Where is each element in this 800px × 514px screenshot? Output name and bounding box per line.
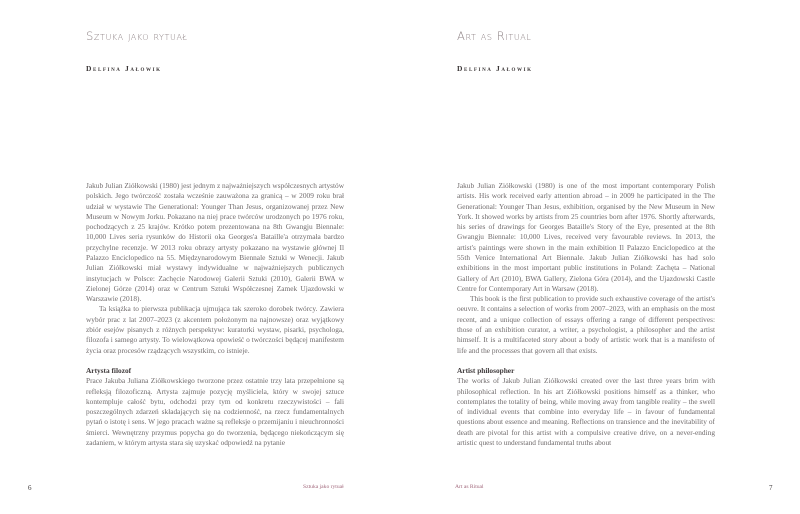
paragraph: The works of Jakub Julian Ziółkowski created over the last three years brim with philosophical reflection. In his art Ziółkowski positions himself as a thinker, who contemplates the totality of being, while moving away from tangible reality – the swell of individual events that combine into everyday life – in favour of fundamental questions about essence and meaning. Reflections on transience and the inevitability of death are pivotal for this artist with a compulsive creative drive, on a never-ending artistic quest to understand fundamental truths about [457,376,715,448]
paragraph: Prace Jakuba Juliana Ziółkowskiego tworzone przez ostatnie trzy lata przepełnione są refleksją filozoficzną. Artysta zajmuje pozycję myśliciela, który w swojej sztuce kontempluje całość bytu, odchodzi przy tym od konkretu rzeczywistości – fali poszczególnych zdarzeń składających się na codzienność, na rzecz fundamentalnych pytań o istotę i sens. W jego pracach ważne są refleksje o przemijaniu i nieuchronności śmierci. Wewnętrzny przymus popycha go do tworzenia, będącego niekończącym się zadaniem, w którym artysta stara się uzyskać odpowiedź na pytanie [86,376,344,448]
paragraph: Jakub Julian Ziółkowski (1980) is one of the most important contemporary Polish artists. His work received early attention abroad – in 2009 he participated in the The Generational: Younger Than Jesus, exhibition, organised by the New Museum in New York. It showed works by artists from 25 countries born after 1976. Shortly afterwards, his series of drawings for Georges Bataille's Story of the Eye, presented at the 8th Gwangju Biennale: 10,000 Lives, received very favourable reviews. In 2013, the artist's paintings were shown in the main exhibition Il Palazzo Enciclopedico at the 55th Venice International Art Biennale. Jakub Julian Ziółkowski has had solo exhibitions in the most important public institutions in Poland: Zachęta – National Gallery of Art (2010), BWA Gallery, Zielona Góra (2014), and the Ujazdowski Castle Centre for Contemporary Art in Warsaw (2018). [457,181,715,293]
paragraph: This book is the first publication to provide such exhaustive coverage of the artist's oeuvre. It contains a selection of works from 2007–2023, with an emphasis on the most recent, and a unique collection of essays offering a range of different perspectives: those of an exhibition curator, a writer, a psychologist, a philosopher and the artist himself. It is a multifaceted story about a body of artistic work that is a manifesto of life and the processes that govern all that exists. [457,294,715,355]
body-text [86,181,344,448]
chapter-author: Delfina Jałowik [86,64,162,73]
chapter-title: Sztuka jako rytuał [86,29,188,43]
section-heading: Artist philosopher [457,366,515,376]
paragraph: Jakub Julian Ziółkowski (1980) jest jednym z najważniejszych współczesnych artystów polskich. Jego twórczość została wcześnie zauważona za granicą – w 2009 roku brał udział w wystawie The Generational: Younger Than Jesus, organizowanej przez New Museum w Nowym Jorku. Pokazano na niej prace twórców urodzonych po 1976 roku, pochodzących z 25 krajów. Krótko potem prezentowana na 8th Gwangju Biennale: 10,000 Lives seria rysunków do Historii oka Georges'a Bataille'a otrzymała bardzo przychylne recenzje. W 2013 roku obrazy artysty pokazano na wystawie głównej Il Palazzo Enciclopedico na 55. Międzynarodowym Biennale Sztuki w Wenecji. Jakub Julian Ziółkowski miał wystawy indywidualne w najważniejszych publicznych instytucjach w Polsce: Zachęcie Narodowej Galerii Sztuki (2010), Galerii BWA w Zielonej Górze (2014) oraz w Centrum Sztuki Współczesnej Zamek Ujazdowski w Warszawie (2018). [86,181,344,304]
chapter-author: Delfina Jałowik [457,64,533,73]
page-number: 7 [769,484,773,492]
page-number: 6 [28,484,32,492]
running-footer: Sztuka jako rytuał [303,484,344,490]
running-footer: Art as Ritual [455,484,484,490]
body-text [457,181,715,448]
right-page [400,0,800,514]
section-heading: Artysta filozof [86,366,132,376]
chapter-title: Art as Ritual [457,29,532,43]
paragraph: Ta książka to pierwsza publikacja ujmująca tak szeroko dorobek twórcy. Zawiera wybór prac z lat 2007–2023 (z akcentem położonym na najnowsze) oraz wyjątkowy zbiór esejów pisanych z różnych perspektyw: kuratorki wystaw, pisarki, psychologa, filozofa i samego artysty. To wielowątkowa opowieść o twórczości będącej manifestem życia oraz procesów rządzących wszystkim, co istnieje. [86,304,344,355]
